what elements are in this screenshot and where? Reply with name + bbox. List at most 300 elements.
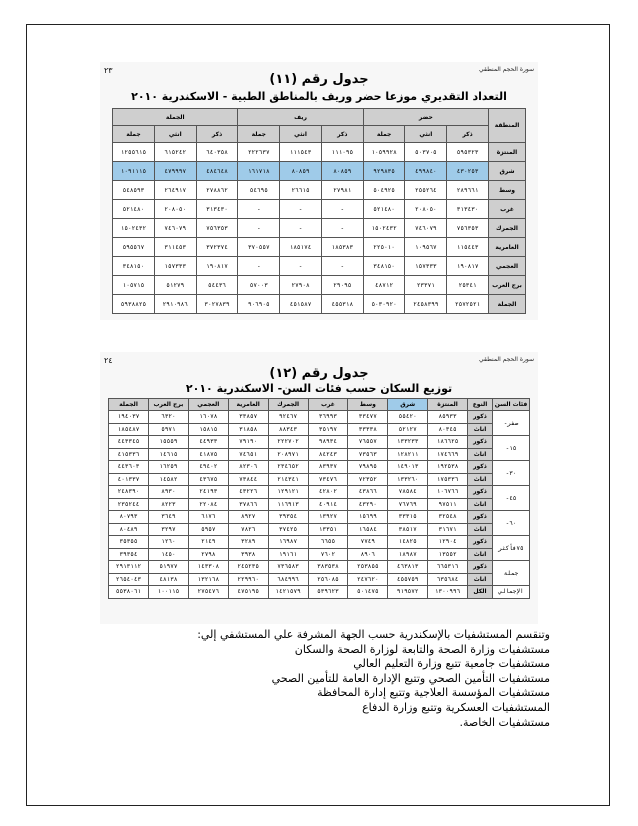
table-row — [113, 181, 526, 200]
subcolumn-header: جملة — [238, 126, 280, 143]
subcolumn-header: جملة — [363, 126, 405, 143]
table-row — [109, 573, 530, 586]
table-subtitle: توزيع السكان حسب فئات السن- الاسكندرية ٢٠١٠ — [185, 382, 453, 395]
table-cell: ١٧٤٦٦٩ — [428, 448, 468, 461]
table-cell: ٣١٣٤٣٠ — [447, 200, 489, 219]
paragraph-line: المستشفيات العسكرية وتتبع وزارة الدفاع — [362, 700, 550, 714]
table-cell: ٧٤٦٥١ — [228, 448, 268, 461]
table-cell: ٢٧٩٨١ — [321, 181, 363, 200]
table-cell: ٧٦٧٦٩ — [388, 498, 428, 511]
table-cell: ٤٩٤٠٢ — [188, 461, 228, 474]
table-cell: ٥٠١٤٧٥ — [348, 586, 388, 599]
table-cell: ٥٢١٤٨٠ — [113, 200, 155, 219]
table-row — [109, 448, 530, 461]
table-row — [113, 295, 526, 314]
table-cell: ١٩٠٨١٧ — [196, 257, 238, 276]
sex-label: ذكور — [468, 436, 493, 449]
age-group-label: ١٥- — [493, 436, 530, 461]
table-cell: ٨٠٧٩٣ — [109, 511, 149, 524]
table-row — [113, 238, 526, 257]
table-cell: ١٧٥٣٣٦ — [428, 473, 468, 486]
sex-label: اناث — [468, 473, 493, 486]
table-row — [113, 143, 526, 162]
sex-label: اناث — [468, 423, 493, 436]
table-cell: ١٩٢٥٣٨ — [428, 461, 468, 474]
table-cell: ٣٦٤٩ — [149, 511, 189, 524]
table-cell: ٣٧٠٥٥٧ — [238, 238, 280, 257]
table-cell: ٢٦٦١٥ — [280, 181, 322, 200]
sex-label: ذكور — [468, 461, 493, 474]
hospitals-paragraph — [80, 628, 550, 730]
table-row — [109, 561, 530, 574]
table-cell: ٨٠٣٤٥ — [428, 423, 468, 436]
table-cell: ٧٩١٩٠ — [228, 436, 268, 449]
table-cell: ٤١٨٧٥ — [188, 448, 228, 461]
table-cell: ٣٧٨٦٦ — [228, 498, 268, 511]
table-row — [109, 411, 530, 424]
table-cell: ٤٢٨٠٢ — [308, 486, 348, 499]
table-subtitle: التعداد التقديري موزعا حضر وريف بالمناطق الطبية - الاسكندرية ٢٠١٠ — [131, 90, 507, 103]
table-cell: ٥٢١٢٧ — [388, 423, 428, 436]
table-cell: ٣٨٥١٧ — [388, 523, 428, 536]
table-cell: ٣٢٥٤٨ — [428, 511, 468, 524]
table-cell: ٢٥٦٠٨٥ — [308, 573, 348, 586]
table-cell: ٣٩٣٥٤ — [268, 511, 308, 524]
table-cell: ٢٤٥٢٣٥ — [228, 561, 268, 574]
table-cell: ٦٦٥٣١٦ — [428, 561, 468, 574]
table-cell: ١٣٣٢٣٣ — [388, 436, 428, 449]
table-cell: ٥١٩٧٧ — [149, 561, 189, 574]
table-cell: ٢٥٣٤١ — [447, 276, 489, 295]
table-cell: ٤٧٩٩٩٧ — [154, 162, 196, 181]
table-cell: ٦٦٥٥ — [308, 536, 348, 549]
table-cell: ١٤٢١٥٧٩ — [268, 586, 308, 599]
table-cell: ٢٩١٣١١٢ — [109, 561, 149, 574]
table-cell: ٢٣٤٦٥٢ — [268, 461, 308, 474]
sex-label: ذكور — [468, 536, 493, 549]
subcolumn-header: انثي — [280, 126, 322, 143]
table-cell: ٢٤١٩٣ — [188, 486, 228, 499]
table-cell: ٦٣٥٦٨٤ — [428, 573, 468, 586]
table-cell: ٥٧٠٠٣ — [238, 276, 280, 295]
table-cell: ٢٤٨٣٩٠ — [109, 486, 149, 499]
table-cell: ١٣٥٥٢ — [428, 548, 468, 561]
table-cell: - — [321, 257, 363, 276]
table-cell: ٣٤٨١٥٠ — [363, 257, 405, 276]
table-cell: ٢٤٧٦٢٠ — [348, 573, 388, 586]
age-group-label: ٣٠- — [493, 461, 530, 486]
table-cell: ٤٣٨٦٦ — [348, 486, 388, 499]
header-stamp: سورة الحجم المنطقي — [479, 66, 534, 73]
table-cell: ١٥٠٢٤٣٢ — [363, 219, 405, 238]
table-cell: ٨٠٨٥٩ — [280, 162, 322, 181]
table-cell: ١٨٩٨٧ — [388, 548, 428, 561]
table-row — [113, 276, 526, 295]
table-cell: ٨٢٢٣ — [149, 498, 189, 511]
table-cell: ١٦١٧١٨ — [238, 162, 280, 181]
table-cell: ٧٦٥٥٧ — [348, 436, 388, 449]
table-cell: - — [238, 200, 280, 219]
table-cell: ٧٦٠٢ — [308, 548, 348, 561]
table-cell: ٣٥٣٥٥ — [109, 536, 149, 549]
table-cell: ٢٢٢٦٣٧ — [238, 143, 280, 162]
table-row — [109, 498, 530, 511]
row-label: غرب — [489, 200, 526, 219]
table-cell: ١١٥٤٤٣ — [447, 238, 489, 257]
table-cell: ٢٢٩٩٦٠ — [228, 573, 268, 586]
table-cell: ١٥٦٩٩ — [348, 511, 388, 524]
table-cell: ٣٢٩٧ — [149, 523, 189, 536]
subcolumn-header: ذكر — [196, 126, 238, 143]
table-cell: ٨٠٤٨٩ — [109, 523, 149, 536]
header-row — [109, 399, 530, 411]
table-cell: ٥٤٦٩٥ — [238, 181, 280, 200]
table-cell: - — [280, 257, 322, 276]
table-cell: ١٤٣٣٠٨ — [188, 561, 228, 574]
table-cell: ٤٣٢٢٦ — [228, 486, 268, 499]
table-cell: ١٠٦٧٦٦ — [428, 486, 468, 499]
table-cell: ٤٦٣٨١٣ — [388, 561, 428, 574]
table-cell: ٧٤٦٠٧٩ — [154, 219, 196, 238]
table-cell: ٤٣٦٧٥ — [188, 473, 228, 486]
table-row — [109, 473, 530, 486]
table-cell: ٤٥١٥٨٧ — [280, 295, 322, 314]
table-cell: ٢٤٥٨٣٩٩ — [405, 295, 447, 314]
table-cell: ٥٥٣٨٠٦١ — [109, 586, 149, 599]
table-cell: ٤٨٤٦٤٨ — [196, 162, 238, 181]
table-cell: ٤٤٩٣٣ — [188, 436, 228, 449]
table-cell: ٣٣٣١٥ — [388, 511, 428, 524]
table-cell: ٤٨٧١٢ — [363, 276, 405, 295]
table-cell: ٥٩٥٣٢٣ — [447, 143, 489, 162]
table-cell: ٧٣٨٤٤ — [228, 473, 268, 486]
table-cell: ٥٠٣٠٩٢٠ — [363, 295, 405, 314]
group-header: ريف — [238, 109, 363, 126]
table-cell: ٩٠٦٩٠٥ — [238, 295, 280, 314]
table-cell: ١٣٣٥١ — [308, 523, 348, 536]
table-cell: ٥٩٥٧ — [188, 523, 228, 536]
table-cell: ٨٠٨٥٩ — [321, 162, 363, 181]
table-cell: ٣١٣٤٣٠ — [196, 200, 238, 219]
table-cell: ٧٣٦٥٨٣ — [268, 561, 308, 574]
table-cell: ١٦٢٥٩ — [149, 461, 189, 474]
subcolumn-header: انثي — [154, 126, 196, 143]
table-cell: ١٢٩١٢١ — [268, 486, 308, 499]
table-cell: ١٠٥٧١٥ — [113, 276, 155, 295]
table-cell: ١٣٢١٦٨ — [188, 573, 228, 586]
table-cell: ٢٢٢٧٠٢ — [268, 436, 308, 449]
table-row — [109, 486, 530, 499]
table-row — [109, 461, 530, 474]
table-cell: ٢٧٩٨ — [188, 548, 228, 561]
table-cell: ١٩٠٨١٧ — [447, 257, 489, 276]
table-cell: ٧٤٦٠٧٩ — [405, 219, 447, 238]
paragraph-line: مستشفيات الخاصة. — [459, 715, 550, 729]
age-group-label: جملة — [493, 561, 530, 586]
table-cell: ٥٠٣٧٠٥ — [405, 143, 447, 162]
column-header: فئات السن — [493, 399, 530, 411]
table-cell: ٤٤٣٦٠٣ — [109, 461, 149, 474]
table-cell: ٨٩٢٧ — [228, 511, 268, 524]
table-cell: - — [238, 219, 280, 238]
table-cell: ٨٢٣٠٦ — [228, 461, 268, 474]
table-cell: ٧٥٦٣٥٣ — [447, 219, 489, 238]
table-cell: ١١١٠٩٥ — [321, 143, 363, 162]
table-cell: ٣٩٣٥٤ — [109, 548, 149, 561]
table-cell: ٢٠٨٩٧١ — [268, 448, 308, 461]
table-cell: ٤٨١٣٨ — [149, 573, 189, 586]
table-cell: ٣٠٢٧٨٣٩ — [196, 295, 238, 314]
row-label: برج العرب — [489, 276, 526, 295]
table-cell: ٣٨٣٥٣٨ — [308, 561, 348, 574]
column-header: الجمرك — [268, 399, 308, 411]
table-cell: ٣٥١٩٧ — [308, 423, 348, 436]
table-cell: ٩١٩٥٧٢ — [388, 586, 428, 599]
table-cell: - — [321, 219, 363, 238]
table-cell: ١٨٦٦٢٥ — [428, 436, 468, 449]
table-cell: ٩٢٩٨٣٥ — [363, 162, 405, 181]
paragraph-line: مستشفيات التأمين الصحي وتتبع الإدارة العامة للتأمين الصحي — [271, 671, 550, 685]
table-cell: ٧٨٥٨٤ — [388, 486, 428, 499]
column-header: غرب — [308, 399, 348, 411]
table-title: جدول رقم (١٢) — [269, 366, 369, 381]
table-cell: ٥١٢٧٩ — [154, 276, 196, 295]
table-row — [109, 523, 530, 536]
column-header: العامرية — [228, 399, 268, 411]
table-cell: ١٥٧٣٣٣ — [405, 257, 447, 276]
table-cell: ١٦٩٨٧ — [268, 536, 308, 549]
row-label: وسط — [489, 181, 526, 200]
table-row — [109, 536, 530, 549]
table-cell: ٦٨٤٩٩٦ — [268, 573, 308, 586]
table-cell: ٣٧٢٣٧٤ — [196, 238, 238, 257]
sex-label: اناث — [468, 548, 493, 561]
table-cell: ٢٣٥٢٤٤ — [109, 498, 149, 511]
table-row — [113, 219, 526, 238]
column-header: المنطقة — [489, 109, 526, 143]
subheader-row — [113, 126, 526, 143]
table-cell: ٣٤٨١٥٠ — [113, 257, 155, 276]
table-cell: ١٨٥١٧٤ — [280, 238, 322, 257]
table-cell: ٤٧٥١٩٥ — [228, 586, 268, 599]
age-group-label: الإجمالي — [493, 586, 530, 599]
row-label: العامرية — [489, 238, 526, 257]
table-cell: ١٠٠١١٥ — [149, 586, 189, 599]
sex-label: اناث — [468, 448, 493, 461]
paragraph-line: مستشفيات وزارة الصحة والتابعة لوزارة الصحة والسكان — [294, 642, 550, 656]
table-cell: ٦١٥٢٤٢ — [154, 143, 196, 162]
group-header: حضر — [363, 109, 488, 126]
table-row — [109, 511, 530, 524]
table-cell: ٩٨٩٣٤ — [308, 436, 348, 449]
sex-label: اناث — [468, 573, 493, 586]
table-cell: ١٦٥٨٤ — [348, 523, 388, 536]
table-cell: ٥٠٤٩٢٥ — [363, 181, 405, 200]
table-cell: ٢٥٥٢٦٤ — [405, 181, 447, 200]
table-cell: ١٥٠٢٤٣٢ — [113, 219, 155, 238]
table-cell: ٣١٨٥٨ — [228, 423, 268, 436]
table-cell: ١٣٩٢٧ — [308, 511, 348, 524]
table-cell: - — [238, 257, 280, 276]
sex-label: ذكور — [468, 411, 493, 424]
column-header: شرق — [388, 399, 428, 411]
header-row — [113, 109, 526, 126]
table-cell: ٢٦٥٤٠٤٣ — [109, 573, 149, 586]
table-row — [109, 586, 530, 599]
table-cell: ٧٣٥٦٣ — [348, 448, 388, 461]
table-cell: ١٤٥٠ — [149, 548, 189, 561]
table-row — [113, 200, 526, 219]
table-cell: ١٤٦١٥ — [149, 448, 189, 461]
table-cell: ٤٥٥٣١٨ — [321, 295, 363, 314]
table-cell: ٧٥٦٣٥٣ — [196, 219, 238, 238]
age-group-label: صفر- — [493, 411, 530, 436]
subcolumn-header: جملة — [113, 126, 155, 143]
sex-label: ذكور — [468, 511, 493, 524]
table-cell: ٥٣٩٦٢٣ — [308, 586, 348, 599]
table-cell: ٦٤٠٣٥٨ — [196, 143, 238, 162]
subcolumn-header: ذكر — [447, 126, 489, 143]
table-cell: ٥٢١٤٨٠ — [363, 200, 405, 219]
table-cell: ٥٩٥٥٦٧ — [113, 238, 155, 257]
row-label: الجمرك — [489, 219, 526, 238]
table-cell: ٢١٤٩ — [188, 536, 228, 549]
sex-label: اناث — [468, 523, 493, 536]
table-cell: ٧٢٣٥٢ — [348, 473, 388, 486]
column-header: الجملة — [109, 399, 149, 411]
table-cell: ٤٤٣٣٤٥ — [109, 436, 149, 449]
table-cell: ٢٥٣٨٥٥ — [348, 561, 388, 574]
table-cell: ١٨٥٤٨٧ — [109, 423, 149, 436]
table-cell: ١٥٧٣٣٣ — [154, 257, 196, 276]
table-cell: ١٩١٦١ — [268, 548, 308, 561]
table-cell: ٨٩٣٠ — [149, 486, 189, 499]
table-cell: ١٥٥٥٩ — [149, 436, 189, 449]
table-cell: ٢٢٠٨٤ — [188, 498, 228, 511]
table-cell: ٨٩٠٦ — [348, 548, 388, 561]
table-cell: ١٥٨١٥ — [188, 423, 228, 436]
table-cell: ٣١١٤٥٣ — [154, 238, 196, 257]
group-header: الجملة — [113, 109, 238, 126]
column-header: برج العرب — [149, 399, 189, 411]
table-title: جدول رقم (١١) — [269, 72, 369, 87]
table-cell: ١٠٩١١١٥ — [113, 162, 155, 181]
table-cell: ٢١٤٣٤١ — [268, 473, 308, 486]
row-label: العجمي — [489, 257, 526, 276]
column-header: النوع — [468, 399, 493, 411]
population-urban-rural-table — [112, 108, 526, 314]
age-group-label: ٤٥- — [493, 486, 530, 511]
table-11-scan — [100, 62, 538, 320]
sex-label: اناث — [468, 498, 493, 511]
table-cell: ٥٩٧١ — [149, 423, 189, 436]
table-cell: ٧٧٤٩ — [348, 536, 388, 549]
table-cell: ١٤٥٨٢ — [149, 473, 189, 486]
column-header: العجمي — [188, 399, 228, 411]
table-cell: ١٣٠٠٩٩٦ — [428, 586, 468, 599]
table-cell: - — [280, 200, 322, 219]
table-cell: ٣٧٤٢٥ — [268, 523, 308, 536]
table-cell: ١٤٩٠١٣ — [388, 461, 428, 474]
table-cell: ٣٣٨٥٧ — [228, 411, 268, 424]
table-cell: ٨٣٩٣٧ — [308, 461, 348, 474]
table-cell: ١٢٨٢١١ — [388, 448, 428, 461]
table-cell: ٥٥٤٢٠ — [388, 411, 428, 424]
table-cell: ٩٢٤٦٧ — [268, 411, 308, 424]
table-cell: ٤٩٩٨٤٠ — [405, 162, 447, 181]
table-cell: ٤٣٠٢٥٣ — [447, 162, 489, 181]
table-cell: ٤١٥٣٣٦ — [109, 448, 149, 461]
column-header: وسط — [348, 399, 388, 411]
table-cell: ٧٩٨٩٥ — [348, 461, 388, 474]
row-label: المنتزة — [489, 143, 526, 162]
table-cell: ٧٣٤٧٦ — [308, 473, 348, 486]
page-number: ٢٤ — [104, 356, 113, 365]
paragraph-line: مستشفيات المؤسسة العلاجية وتتبع إدارة المحافظة — [317, 686, 550, 700]
table-cell: ٢٧٨٨٦٢ — [196, 181, 238, 200]
row-label: شرق — [489, 162, 526, 181]
table-cell: ٥٤٨٥٩٣ — [113, 181, 155, 200]
table-cell: ٢٠٨٠٥٠ — [154, 200, 196, 219]
table-cell: ١٩٤٠٣٧ — [109, 411, 149, 424]
table-cell: ١٠٥٩٩٢٨ — [363, 143, 405, 162]
age-group-label: ٧٥فأكثر — [493, 536, 530, 561]
table-cell: ١٦٠٧٨ — [188, 411, 228, 424]
table-cell: ٨٥٩٣٣ — [428, 411, 468, 424]
table-cell: ٢٣٣٧١ — [405, 276, 447, 295]
table-12-scan — [100, 352, 538, 624]
sex-label: الكل — [468, 586, 493, 599]
table-cell: ٣٣٣٣٨ — [348, 423, 388, 436]
header-stamp: سورة الحجم المنطقي — [479, 356, 534, 363]
table-cell: ٤٣٢٩٠ — [348, 498, 388, 511]
subcolumn-header: انثي — [405, 126, 447, 143]
table-cell: ٢٨٩٦٦١ — [447, 181, 489, 200]
page-number: ٢٣ — [104, 66, 113, 75]
table-cell: ١٢٩٠٤ — [428, 536, 468, 549]
table-cell: ٦٣٢٠ — [149, 411, 189, 424]
table-cell: ٨٨٣٤٣ — [268, 423, 308, 436]
table-cell: ٦١٧٦ — [188, 511, 228, 524]
table-cell: ٣٦٩٩٣ — [308, 411, 348, 424]
table-row — [113, 257, 526, 276]
paragraph-line: وتنقسم المستشفيات بالإسكندرية حسب الجهة المشرفة علي المستشفي إلي: — [197, 628, 550, 641]
table-row — [109, 436, 530, 449]
table-cell: ١١٦٩١٣ — [268, 498, 308, 511]
sex-label: ذكور — [468, 561, 493, 574]
table-cell: ٢٧٩٠٨ — [280, 276, 322, 295]
paragraph-line: مستشفيات جامعية تتبع وزارة التعليم العالي — [353, 657, 550, 671]
table-cell: ٧٨٢٦ — [228, 523, 268, 536]
table-cell: ٥٤٤٣٦ — [196, 276, 238, 295]
table-cell: ٢٧٥٤٧٦ — [188, 586, 228, 599]
table-row — [109, 423, 530, 436]
table-cell: ٢٢٥٠١٠ — [363, 238, 405, 257]
table-cell: ٢٥٧٢٥٢١ — [447, 295, 489, 314]
table-cell: ١٢٦٠ — [149, 536, 189, 549]
table-cell: ٣٩٣٨ — [228, 548, 268, 561]
table-row — [109, 548, 530, 561]
row-label: الجملة — [489, 295, 526, 314]
table-cell: ١٠٩٥٦٧ — [405, 238, 447, 257]
table-row — [113, 162, 526, 181]
sex-label: ذكور — [468, 486, 493, 499]
table-cell: ١٤٨٢٥ — [388, 536, 428, 549]
subcolumn-header: ذكر — [321, 126, 363, 143]
table-cell: ٢٩٠٩٥ — [321, 276, 363, 295]
table-cell: ٥٩٣٨٨٢٥ — [113, 295, 155, 314]
table-cell: ٤٠١٣٣٧ — [109, 473, 149, 486]
